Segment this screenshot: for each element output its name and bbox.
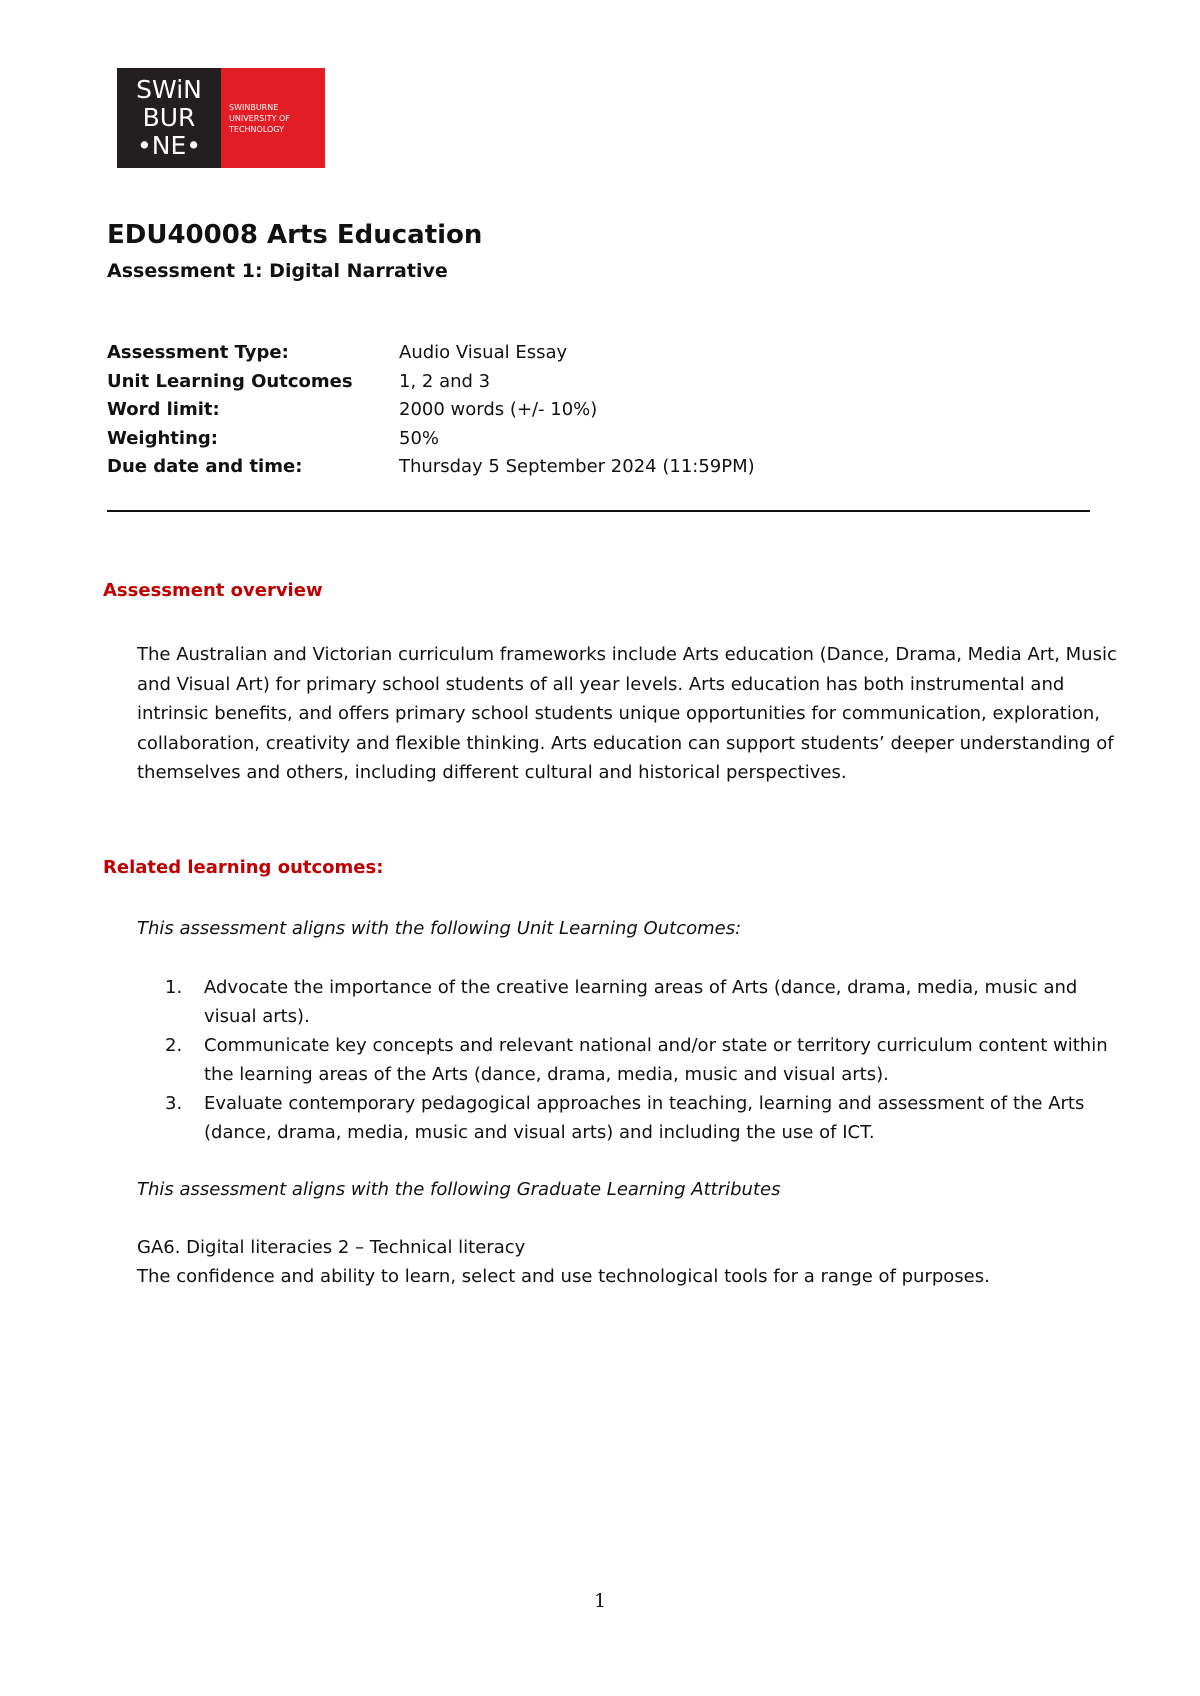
logo-name-line-1: SWINBURNE xyxy=(229,102,279,112)
page-number: 1 xyxy=(593,1590,607,1612)
detail-value: 1, 2 and 3 xyxy=(399,370,491,392)
assessment-details-table xyxy=(107,342,755,485)
list-item-number: 2. xyxy=(165,1035,183,1056)
detail-row xyxy=(107,399,755,428)
detail-value: 50% xyxy=(399,427,440,449)
detail-value: Audio Visual Essay xyxy=(399,342,568,363)
detail-row xyxy=(107,456,755,485)
list-item-text: Advocate the importance of the creative learning areas of Arts (dance, drama, media, music and visual arts). xyxy=(204,977,1078,1027)
graduate-attributes-intro: This assessment aligns with the following Graduate Learning Attributes xyxy=(137,1179,781,1200)
detail-label: Assessment Type: xyxy=(107,342,289,363)
graduate-attribute-title: GA6. Digital literacies 2 – Technical literacy xyxy=(137,1237,526,1258)
learning-outcomes-heading: Related learning outcomes: xyxy=(103,857,384,878)
detail-label: Word limit: xyxy=(107,399,220,420)
graduate-attribute-description: The confidence and ability to learn, select and use technological tools for a range of purposes. xyxy=(137,1266,990,1287)
document-title: EDU40008 Arts Education xyxy=(107,220,483,250)
detail-value: 2000 words (+/- 10%) xyxy=(399,399,598,420)
list-item xyxy=(137,1089,1127,1147)
list-item-text: Evaluate contemporary pedagogical approaches in teaching, learning and assessment of the Arts (dance, drama, media, music and visual arts) and including the use of ICT. xyxy=(204,1093,1085,1143)
outcomes-list xyxy=(137,973,1127,1147)
list-item-text: Communicate key concepts and relevant national and/or state or territory curriculum content within the learning areas of the Arts (dance, drama, media, music and visual arts). xyxy=(204,1035,1108,1085)
list-item-number: 3. xyxy=(165,1093,183,1114)
detail-row xyxy=(107,342,755,371)
list-item-number: 1. xyxy=(165,977,183,998)
overview-heading: Assessment overview xyxy=(103,580,323,601)
document-subtitle: Assessment 1: Digital Narrative xyxy=(107,260,448,282)
logo-wordmark-block xyxy=(117,68,221,168)
logo-wordmark-line-1: SWiN xyxy=(136,75,202,104)
detail-label: Unit Learning Outcomes xyxy=(107,370,353,392)
outcomes-intro: This assessment aligns with the following Unit Learning Outcomes: xyxy=(137,918,742,939)
detail-row xyxy=(107,371,755,400)
logo-name-line-3: TECHNOLOGY xyxy=(229,124,284,134)
list-item xyxy=(137,1031,1127,1089)
detail-row xyxy=(107,428,755,457)
logo-wordmark-line-3: •NE• xyxy=(137,131,201,160)
overview-paragraph: The Australian and Victorian curriculum frameworks include Arts education (Dance, Drama, Media Art, Music and Visual Art) for primary school students of all year levels. Arts education has both instrumental and intrinsic benefits, and offers primary school students unique opportunities for communication, exploration, collaboration, creativity and flexible thinking. Arts education can support students’ deeper understanding of themselves and others, including different cultural and historical perspectives. xyxy=(137,644,1117,783)
list-item xyxy=(137,973,1127,1031)
swinburne-logo xyxy=(117,68,325,168)
detail-label: Due date and time: xyxy=(107,456,303,477)
logo-wordmark-line-2: BUR xyxy=(142,103,196,132)
logo-name-line-2: UNIVERSITY OF xyxy=(229,113,290,123)
detail-value: Thursday 5 September 2024 (11:59PM) xyxy=(399,456,755,477)
logo-name-block xyxy=(221,68,325,168)
horizontal-divider xyxy=(107,510,1090,512)
detail-label: Weighting: xyxy=(107,427,218,449)
